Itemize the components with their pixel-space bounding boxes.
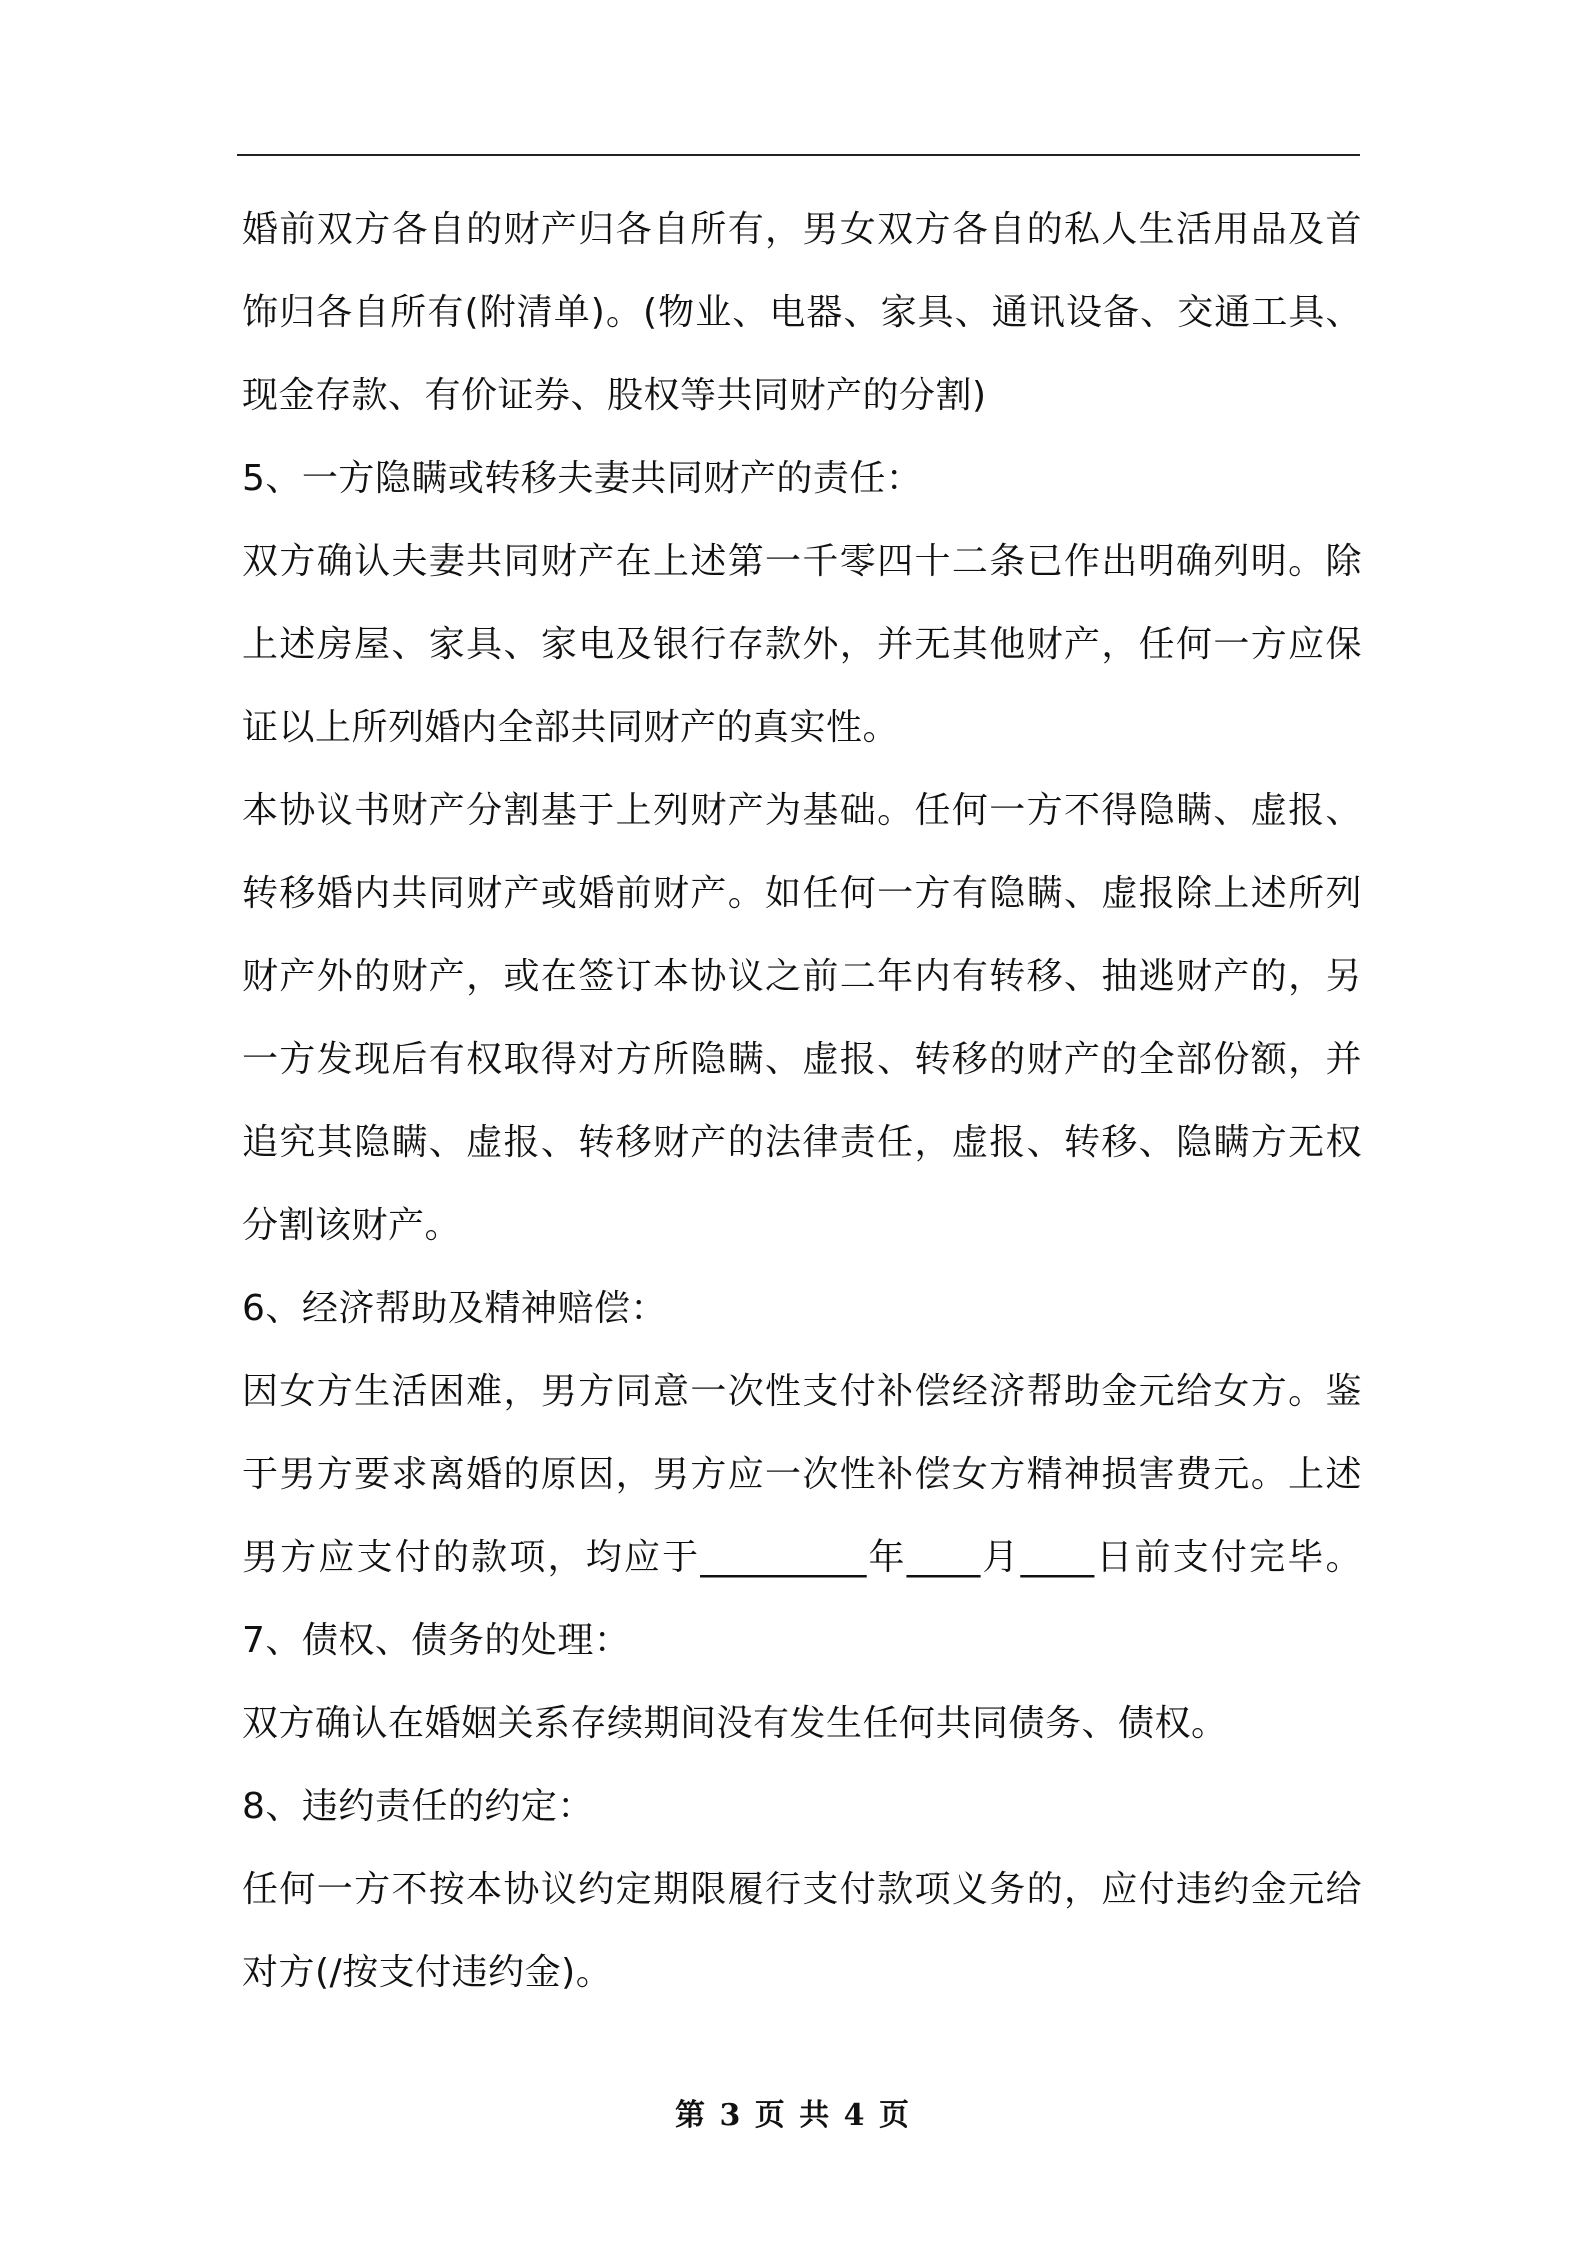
body-line: 婚前双方各自的财产归各自所有，男女双方各自的私人生活用品及首 — [242, 209, 1362, 250]
body-line: 证以上所列婚内全部共同财产的真实性。 — [242, 707, 900, 748]
body-line: 双方确认在婚姻关系存续期间没有发生任何共同债务、债权。 — [242, 1703, 1228, 1744]
body-line: 分割该财产。 — [242, 1205, 462, 1246]
page-number: 第 3 页 共 4 页 — [675, 2098, 911, 2133]
body-line: 男方应支付的款项，均应于_________年____月____日前支付完毕。 — [242, 1537, 1362, 1578]
body-line: 财产外的财产，或在签订本协议之前二年内有转移、抽逃财产的，另 — [242, 956, 1362, 997]
body-line: 因女方生活困难，男方同意一次性支付补偿经济帮助金元给女方。鉴 — [242, 1371, 1362, 1412]
body-line: 对方(/按支付违约金)。 — [242, 1952, 613, 1993]
section-heading: 5、一方隐瞒或转移夫妻共同财产的责任： — [242, 458, 923, 499]
header-rule — [237, 154, 1360, 156]
section-heading: 6、经济帮助及精神赔偿： — [242, 1288, 667, 1329]
body-line: 追究其隐瞒、虚报、转移财产的法律责任，虚报、转移、隐瞒方无权 — [242, 1122, 1362, 1163]
section-heading: 8、违约责任的约定： — [242, 1786, 594, 1827]
body-line: 上述房屋、家具、家电及银行存款外，并无其他财产，任何一方应保 — [242, 624, 1362, 665]
body-line: 于男方要求离婚的原因，男方应一次性补偿女方精神损害费元。上述 — [242, 1454, 1362, 1495]
body-line: 一方发现后有权取得对方所隐瞒、虚报、转移的财产的全部份额，并 — [242, 1039, 1362, 1080]
body-line: 任何一方不按本协议约定期限履行支付款项义务的，应付违约金元给 — [242, 1869, 1362, 1910]
body-line: 现金存款、有价证券、股权等共同财产的分割) — [242, 375, 987, 416]
body-line: 饰归各自所有(附清单)。(物业、电器、家具、通讯设备、交通工具、 — [242, 292, 1362, 333]
section-heading: 7、债权、债务的处理： — [242, 1620, 631, 1661]
body-line: 转移婚内共同财产或婚前财产。如任何一方有隐瞒、虚报除上述所列 — [242, 873, 1362, 914]
body-line: 本协议书财产分割基于上列财产为基础。任何一方不得隐瞒、虚报、 — [242, 790, 1362, 831]
body-line: 双方确认夫妻共同财产在上述第一千零四十二条已作出明确列明。除 — [242, 541, 1362, 582]
